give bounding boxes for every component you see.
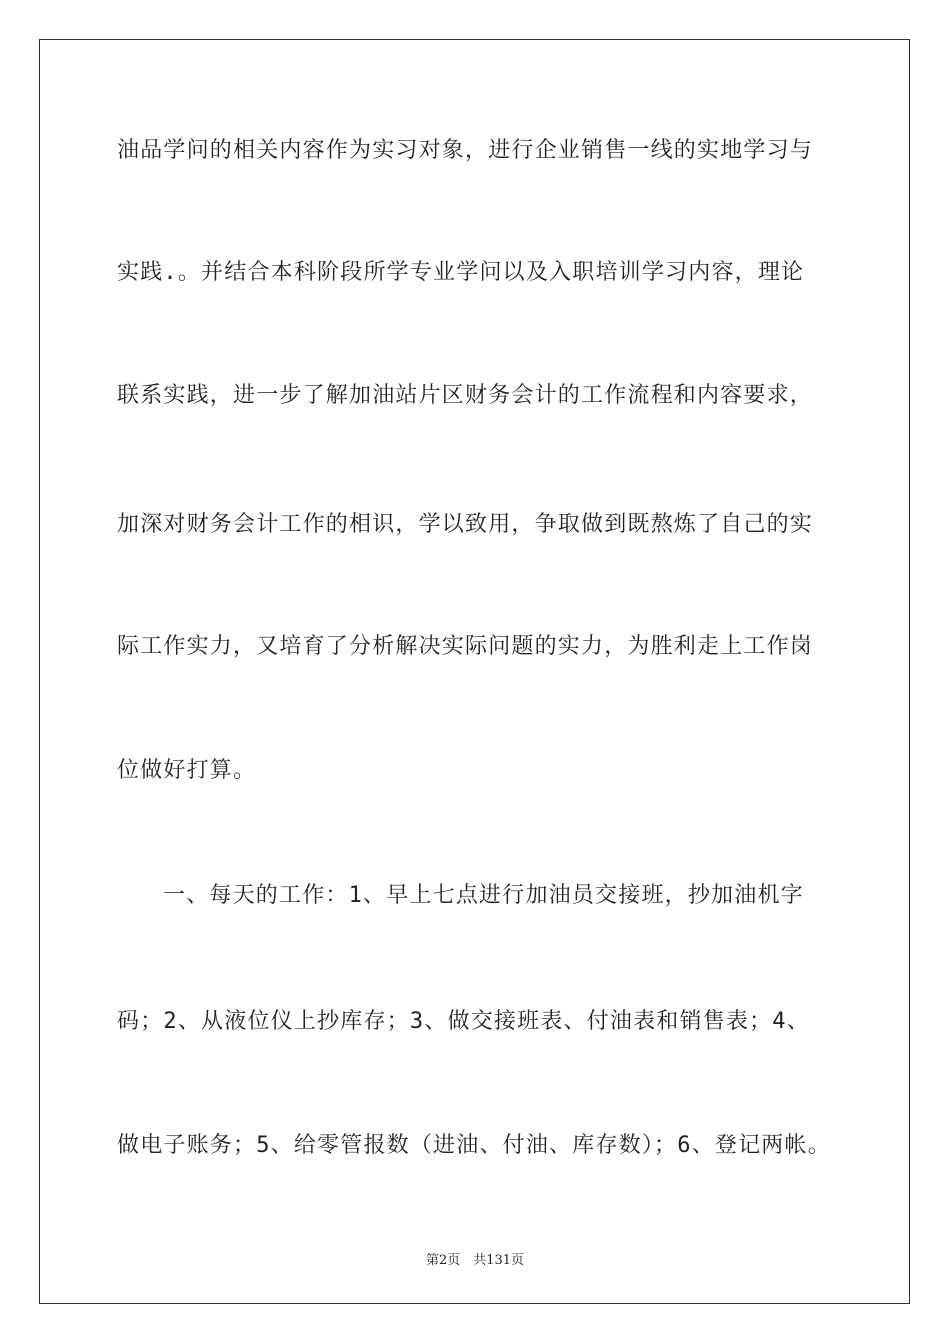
body-text-line-7: 一、每天的工作：1、早上七点进行加油员交接班，抄加油机字 (163, 883, 804, 908)
body-text-line-5: 际工作实力，又培育了分析解决实际问题的实力，为胜利走上工作岗 (117, 634, 814, 659)
page-border (39, 39, 910, 1304)
body-text-line-6: 位做好打算。 (117, 758, 257, 783)
body-text-line-3: 联系实践，进一步了解加油站片区财务会计的工作流程和内容要求， (117, 383, 814, 408)
page-number-footer: 第2页 共131页 (425, 1253, 525, 1268)
body-text-line-8: 码；2、从液位仪上抄库存；3、做交接班表、付油表和销售表；4、 (117, 1009, 810, 1034)
body-text-line-2: 实践.。并结合本科阶段所学专业学问以及入职培训学习内容，理论 (117, 260, 805, 285)
body-text-line-9: 做电子账务；5、给零管报数（进油、付油、库存数）；6、登记两帐。 (117, 1133, 831, 1158)
body-text-line-1: 油品学问的相关内容作为实习对象，进行企业销售一线的实地学习与 (117, 138, 814, 163)
body-text-line-4: 加深对财务会计工作的相识，学以致用，争取做到既熬炼了自己的实 (117, 512, 814, 537)
